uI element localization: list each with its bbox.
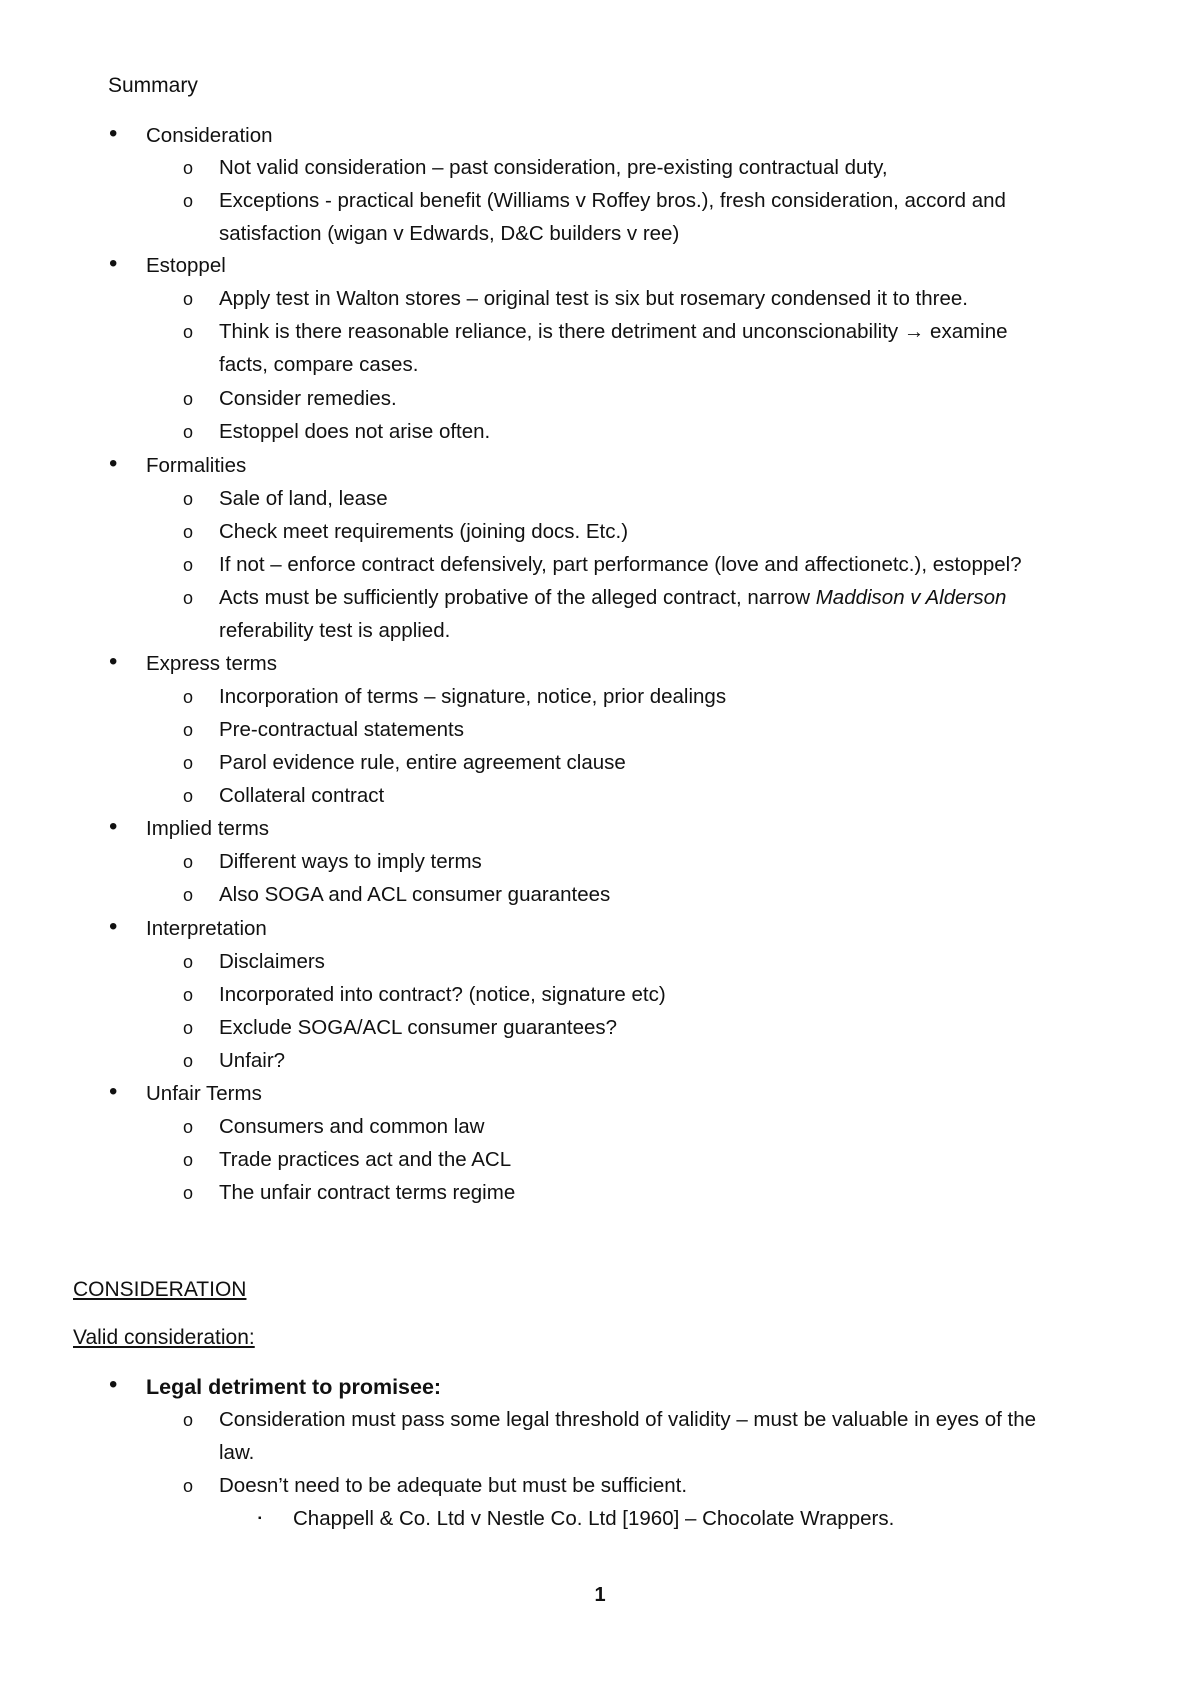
- list-item: Incorporated into contract? (notice, signature etc): [219, 983, 666, 1006]
- list-item: Doesn’t need to be adequate but must be sufficient.: [219, 1474, 688, 1497]
- circle-bullet-icon: o: [183, 555, 194, 575]
- circle-bullet-icon: o: [183, 1018, 194, 1038]
- list-item: Consumers and common law: [219, 1115, 485, 1138]
- bullet-icon: •: [109, 250, 118, 277]
- list-item-continuation: law.: [219, 1441, 255, 1464]
- circle-bullet-icon: o: [183, 1476, 194, 1496]
- circle-bullet-icon: o: [183, 489, 194, 509]
- summary-title: Summary: [108, 74, 198, 97]
- circle-bullet-icon: o: [183, 1183, 194, 1203]
- list-item: Estoppel does not arise often.: [219, 420, 491, 443]
- section-heading: CONSIDERATION: [73, 1278, 247, 1301]
- summary-interpretation: Interpretation: [146, 917, 267, 940]
- list-item: Think is there reasonable reliance, is there detriment and unconscionability → examine: [219, 320, 1008, 343]
- bullet-icon: •: [109, 648, 118, 675]
- list-item: Not valid consideration – past consideration, pre-existing contractual duty,: [219, 156, 888, 179]
- list-item: Trade practices act and the ACL: [219, 1148, 512, 1171]
- circle-bullet-icon: o: [183, 191, 194, 211]
- list-item-text: Acts must be sufficiently probative of the alleged contract, narrow: [219, 586, 811, 609]
- bullet-icon: •: [109, 813, 118, 840]
- list-item: [219, 586, 1006, 610]
- list-item: Also SOGA and ACL consumer guarantees: [219, 883, 611, 906]
- bullet-icon: •: [109, 450, 118, 477]
- list-item: Exclude SOGA/ACL consumer guarantees?: [219, 1016, 618, 1039]
- section-subheading: Valid consideration:: [73, 1326, 255, 1349]
- list-item: Parol evidence rule, entire agreement clause: [219, 751, 626, 774]
- list-item: Check meet requirements (joining docs. Etc.): [219, 520, 629, 543]
- summary-formalities: Formalities: [146, 454, 247, 477]
- list-item: Sale of land, lease: [219, 487, 388, 510]
- list-item: Different ways to imply terms: [219, 850, 482, 873]
- circle-bullet-icon: o: [183, 1410, 194, 1430]
- circle-bullet-icon: o: [183, 1150, 194, 1170]
- circle-bullet-icon: o: [183, 389, 194, 409]
- bullet-icon: •: [109, 1371, 118, 1398]
- circle-bullet-icon: o: [183, 786, 194, 806]
- circle-bullet-icon: o: [183, 422, 194, 442]
- page-number: 1: [594, 1584, 606, 1606]
- summary-consideration: Consideration: [146, 124, 273, 147]
- list-item: Apply test in Walton stores – original test is six but rosemary condensed it to three.: [219, 287, 968, 310]
- list-item-continuation: referability test is applied.: [219, 619, 451, 642]
- list-item-continuation: satisfaction (wigan v Edwards, D&C builders v ree): [219, 222, 680, 245]
- circle-bullet-icon: o: [183, 885, 194, 905]
- bullet-icon: •: [109, 120, 118, 147]
- list-item: Unfair?: [219, 1049, 286, 1072]
- list-item: Incorporation of terms – signature, notice, prior dealings: [219, 685, 727, 708]
- circle-bullet-icon: o: [183, 720, 194, 740]
- circle-bullet-icon: o: [183, 588, 194, 608]
- circle-bullet-icon: o: [183, 753, 194, 773]
- summary-unfair-terms: Unfair Terms: [146, 1082, 262, 1105]
- circle-bullet-icon: o: [183, 1117, 194, 1137]
- circle-bullet-icon: o: [183, 322, 194, 342]
- list-item: Collateral contract: [219, 784, 385, 807]
- case-citation: Maddison v Alderson: [815, 586, 1007, 609]
- list-item-continuation: facts, compare cases.: [219, 353, 419, 376]
- bullet-icon: •: [109, 1078, 118, 1105]
- list-item: Exceptions - practical benefit (Williams v Roffey bros.), fresh consideration, accord and: [219, 189, 1006, 212]
- legal-detriment-heading: Legal detriment to promisee:: [146, 1375, 442, 1399]
- circle-bullet-icon: o: [183, 158, 194, 178]
- list-item: If not – enforce contract defensively, part performance (love and affectionetc.), estoppel?: [219, 553, 1022, 576]
- case-item: Chappell & Co. Ltd v Nestle Co. Ltd [1960] – Chocolate Wrappers.: [293, 1507, 895, 1530]
- circle-bullet-icon: o: [183, 687, 194, 707]
- circle-bullet-icon: o: [183, 522, 194, 542]
- bullet-icon: •: [109, 913, 118, 940]
- list-item: Disclaimers: [219, 950, 325, 973]
- circle-bullet-icon: o: [183, 952, 194, 972]
- list-item: Pre-contractual statements: [219, 718, 464, 741]
- circle-bullet-icon: o: [183, 289, 194, 309]
- list-item: Consideration must pass some legal threshold of validity – must be valuable in eyes of the: [219, 1408, 1037, 1431]
- list-item: Consider remedies.: [219, 387, 397, 410]
- square-bullet-icon: ▪: [258, 1513, 262, 1524]
- summary-estoppel: Estoppel: [146, 254, 226, 277]
- summary-implied-terms: Implied terms: [146, 817, 270, 840]
- summary-express-terms: Express terms: [146, 652, 277, 675]
- list-item: The unfair contract terms regime: [219, 1181, 516, 1204]
- circle-bullet-icon: o: [183, 1051, 194, 1071]
- circle-bullet-icon: o: [183, 985, 194, 1005]
- circle-bullet-icon: o: [183, 852, 194, 872]
